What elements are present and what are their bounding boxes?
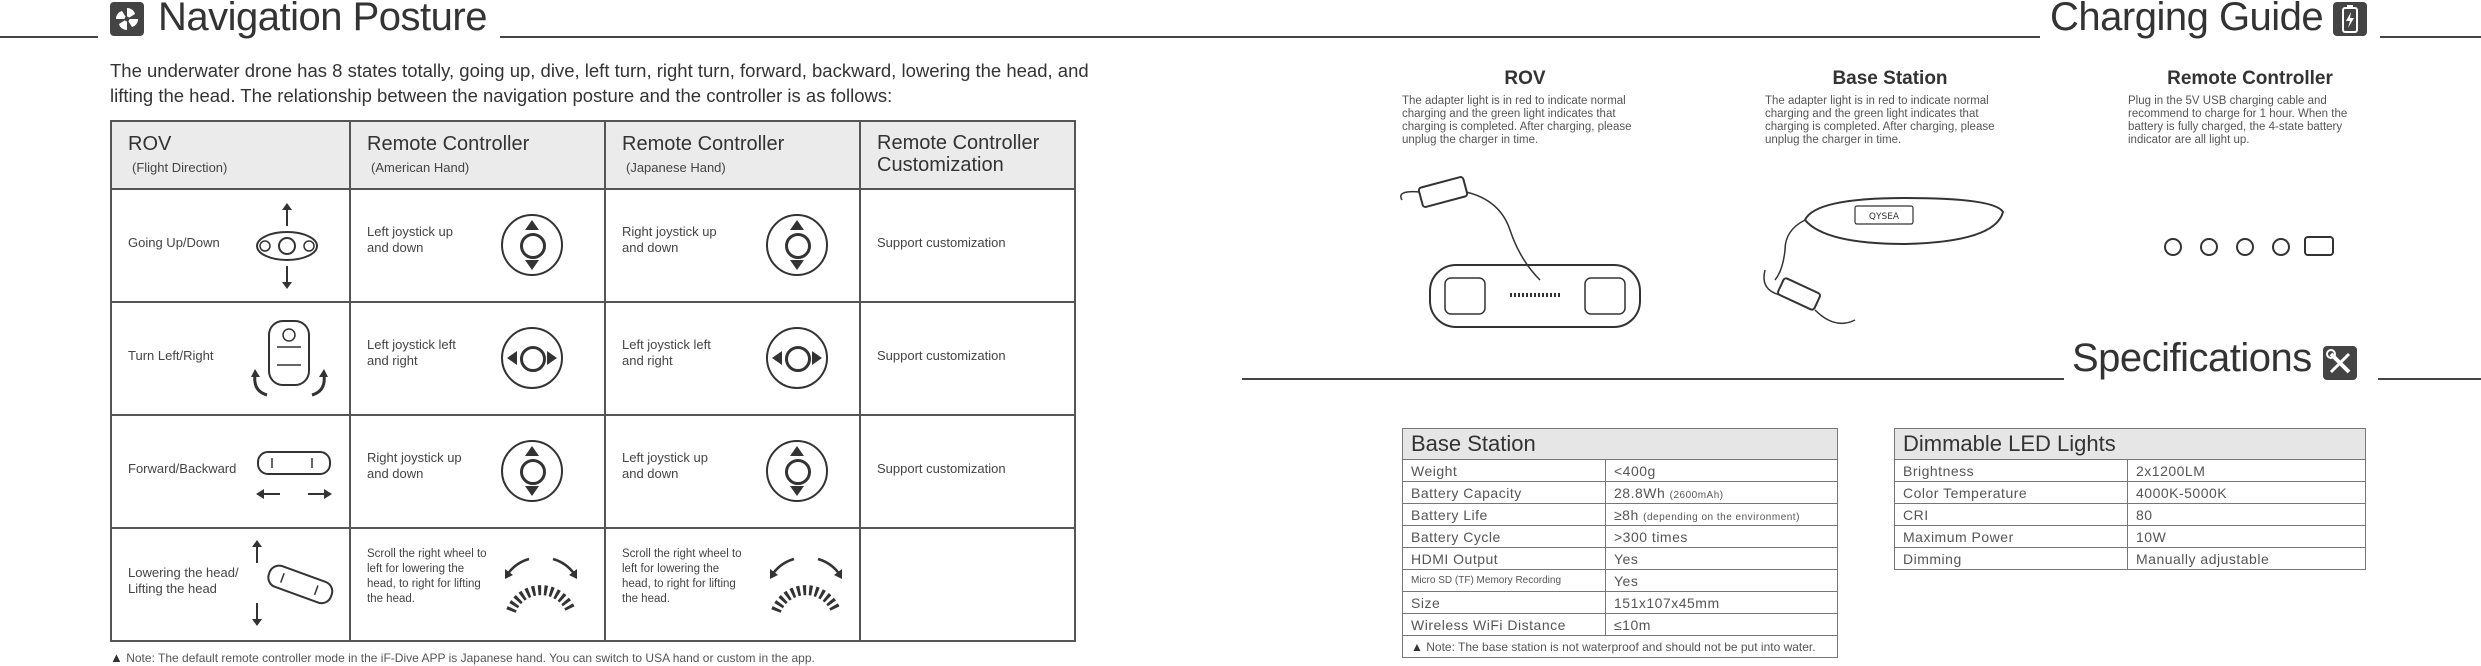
warning-icon: ▲ bbox=[110, 650, 123, 665]
table-row: HDMI Output Yes bbox=[1403, 548, 1838, 570]
charging-base-text: The adapter light is in red to indicate normal charging and the green light indicates that charging is completed. After charging, please unplug the charger in time. bbox=[1765, 95, 1995, 146]
header-custom: Remote Controller Customization bbox=[860, 121, 1075, 189]
battery-icon bbox=[2333, 2, 2367, 36]
joystick-up-down-icon bbox=[766, 214, 828, 276]
table-row: CRI 80 bbox=[1895, 504, 2366, 526]
rov-pitch-icon bbox=[247, 539, 337, 629]
charging-base-title: Base Station bbox=[1832, 68, 1948, 89]
joystick-left-right-icon bbox=[501, 327, 563, 389]
navigation-note: ▲ Note: The default remote controller mode in the iF-Dive APP is Japanese hand. You can switch to USA hand or custom in the app. bbox=[110, 650, 815, 665]
battery-indicator-dot bbox=[2272, 238, 2290, 256]
header-rule-mid bbox=[500, 36, 2040, 38]
table-row: Maximum Power 10W bbox=[1895, 526, 2366, 548]
base-station-spec-table bbox=[1402, 428, 1838, 658]
table-row: Turn Left/Right Left joystick left and right Left joystick left and right Support customization bbox=[111, 302, 1075, 415]
table-row: Going Up/Down Left joystick up and down Right joystick up and down Support customization bbox=[111, 189, 1075, 302]
table-row: Weight <400g bbox=[1403, 460, 1838, 482]
scroll-wheel-icon bbox=[501, 549, 581, 619]
rov-charger-illustration bbox=[1400, 170, 1660, 340]
rov-up-down-icon bbox=[247, 200, 327, 290]
spec-rule-right bbox=[2378, 378, 2481, 380]
table-row: Battery Cycle >300 times bbox=[1403, 526, 1838, 548]
navigation-intro: The underwater drone has 8 states totally, going up, dive, left turn, right turn, forward, backward, lowering the head, and lifting the head. The relationship between the navigation posture and the controller is as follows: bbox=[110, 60, 1089, 106]
table-row: Battery Life ≥8h (depending on the environment) bbox=[1403, 504, 1838, 526]
battery-indicator-dot bbox=[2164, 238, 2182, 256]
charging-rc-title: Remote Controller bbox=[2167, 68, 2333, 89]
charging-rov-text: The adapter light is in red to indicate normal charging and the green light indicates that charging is completed. After charging, please unplug the charger in time. bbox=[1402, 95, 1632, 146]
tools-icon bbox=[2323, 346, 2357, 380]
scroll-wheel-icon bbox=[766, 549, 846, 619]
header-rov: ROV (Flight Direction) bbox=[111, 121, 350, 189]
rov-forward-backward-icon bbox=[252, 446, 337, 506]
table-row: Battery Capacity 28.8Wh (2600mAh) bbox=[1403, 482, 1838, 504]
charging-rov-title: ROV bbox=[1504, 68, 1546, 89]
navigation-table bbox=[110, 120, 1076, 642]
base-station-spec-title: Base Station bbox=[1403, 429, 1838, 460]
empty-cell bbox=[860, 528, 1075, 641]
led-spec-title: Dimmable LED Lights bbox=[1895, 429, 2366, 460]
table-row: Size 151x107x45mm bbox=[1403, 592, 1838, 614]
charging-title: Charging Guide bbox=[2050, 0, 2324, 39]
base-station-logo: QYSEA bbox=[1868, 212, 1900, 222]
table-row: Lowering the head/ Lifting the head Scroll the right wheel to left for lowering the head, to right for lifting the head. Scroll the right wheel to left for lowering the head, to right for lifting the head. bbox=[111, 528, 1075, 641]
battery-indicator-dot bbox=[2200, 238, 2218, 256]
battery-indicator-dot bbox=[2236, 238, 2254, 256]
joystick-up-down-icon bbox=[766, 440, 828, 502]
table-header-row bbox=[111, 121, 1075, 189]
joystick-up-down-icon bbox=[501, 440, 563, 502]
navigation-title: Navigation Posture bbox=[158, 0, 487, 39]
power-indicator-icon bbox=[2304, 236, 2334, 256]
joystick-left-right-icon bbox=[766, 327, 828, 389]
header-american: Remote Controller (American Hand) bbox=[350, 121, 605, 189]
header-rule-right bbox=[2380, 36, 2481, 38]
table-row: ▲ Note: The base station is not waterproof and should not be put into water. bbox=[1403, 636, 1838, 658]
fan-icon bbox=[110, 2, 144, 36]
table-row: Brightness 2x1200LM bbox=[1895, 460, 2366, 482]
led-spec-table bbox=[1894, 428, 2366, 570]
table-row: Micro SD (TF) Memory Recording Yes bbox=[1403, 570, 1838, 592]
specs-title: Specifications bbox=[2072, 336, 2312, 380]
joystick-up-down-icon bbox=[501, 214, 563, 276]
header-rule-left bbox=[0, 36, 98, 38]
table-row: Wireless WiFi Distance ≤10m bbox=[1403, 614, 1838, 636]
table-row: Color Temperature 4000K-5000K bbox=[1895, 482, 2366, 504]
warning-icon: ▲ bbox=[1411, 639, 1423, 654]
table-row: Dimming Manually adjustable bbox=[1895, 548, 2366, 570]
spec-rule-left bbox=[1242, 378, 2064, 380]
charging-rc-text: Plug in the 5V USB charging cable and recommend to charge for 1 hour. When the battery is fully charged, the 4-state battery indicator are all light up. bbox=[2128, 95, 2348, 146]
header-japanese: Remote Controller (Japanese Hand) bbox=[605, 121, 860, 189]
table-row: Forward/Backward Right joystick up and down Left joystick up and down Support customization bbox=[111, 415, 1075, 528]
rov-turn-icon bbox=[247, 315, 332, 403]
base-station-charger-illustration bbox=[1755, 190, 2015, 340]
